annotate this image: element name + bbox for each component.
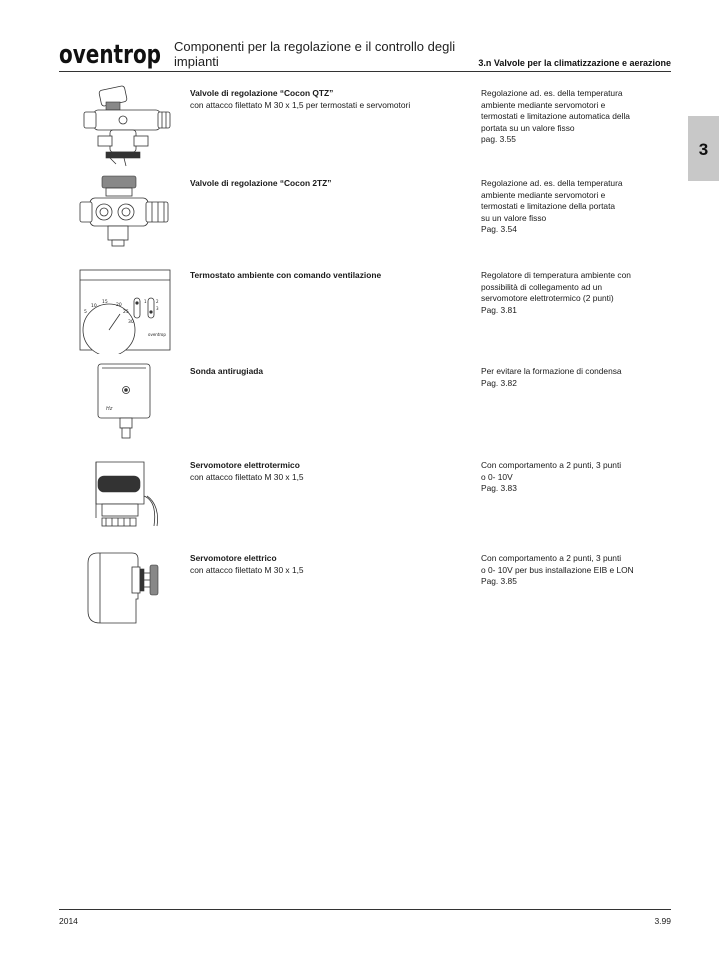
product-name: Valvole di regolazione “Cocon 2TZ” — [190, 178, 332, 188]
dial-label: 10 — [91, 304, 97, 309]
chapter-tab-label: 3 — [698, 140, 709, 159]
description-line: o 0- 10V — [481, 471, 513, 482]
product-subtitle: con attacco filettato M 30 x 1,5 — [190, 564, 304, 575]
page-reference[interactable]: Pag. 3.83 — [481, 483, 517, 493]
room-thermostat-icon — [76, 266, 176, 354]
page-reference[interactable]: Pag. 3.81 — [481, 304, 517, 315]
cocon-qtz-valve-icon — [76, 84, 176, 172]
product-name: Servomotore elettrotermico — [190, 460, 300, 470]
description-line: Regolazione ad. es. della temperatura — [481, 178, 623, 188]
page-title: Componenti per la regolazione e il controllo degli impianti — [174, 39, 456, 69]
brand-logo — [59, 36, 161, 70]
description-line: Con comportamento a 2 punti, 3 punti — [481, 460, 622, 470]
product-name-block — [190, 460, 460, 483]
dew-point-sensor-icon — [76, 362, 176, 450]
product-description — [481, 553, 681, 588]
brand-logo-text: oventrop — [59, 40, 161, 70]
description-line: termostati e limitazione della portata — [481, 201, 616, 211]
description-line: Regolatore di temperatura ambiente con — [481, 270, 631, 280]
footer-divider — [59, 909, 671, 910]
sensor-label: Hz — [106, 406, 113, 412]
product-row — [0, 178, 719, 270]
product-name: Sonda antirugiada — [190, 366, 264, 376]
product-description — [481, 460, 681, 495]
description-line: termostati e limitazione automatica della — [481, 111, 630, 121]
dial-label: 20 — [116, 303, 122, 308]
product-name-block — [190, 270, 460, 282]
description-line: portata su un valore fisso — [481, 122, 575, 133]
page-reference[interactable]: Pag. 3.54 — [481, 224, 517, 234]
dial-label: 25 — [123, 310, 129, 315]
dial-label: 30 — [128, 320, 134, 325]
description-line: possibilità di collegamento ad un — [481, 281, 603, 292]
description-line: servomotore elettrotermico (2 punti) — [481, 293, 614, 303]
product-name: Valvole di regolazione “Cocon QTZ” — [190, 88, 334, 98]
product-row — [0, 270, 719, 362]
product-name-block — [190, 178, 460, 190]
dial-label: 15 — [102, 300, 108, 305]
product-description — [481, 178, 681, 236]
product-row — [0, 88, 719, 180]
device-brand-mark: oventrop — [148, 332, 166, 337]
switch-label: 2 — [156, 299, 159, 304]
switch-label: 1 — [144, 299, 147, 304]
page-reference[interactable]: pag. 3.55 — [481, 134, 516, 144]
product-name-block — [190, 366, 460, 378]
electrothermal-actuator-icon — [76, 456, 176, 544]
description-line: Con comportamento a 2 punti, 3 punti — [481, 553, 622, 563]
product-description — [481, 88, 681, 146]
description-line: Regolazione ad. es. della temperatura — [481, 88, 623, 98]
section-title: 3.n Valvole per la climatizzazione e aerazione — [478, 58, 671, 68]
product-row — [0, 553, 719, 645]
cocon-2tz-valve-icon — [76, 174, 176, 262]
product-row — [0, 460, 719, 552]
switch-label: 3 — [156, 306, 159, 311]
description-line: ambiente mediante servomotori e — [481, 99, 606, 110]
product-name: Termostato ambiente con comando ventilazione — [190, 270, 382, 280]
product-description — [481, 366, 681, 389]
dial-label: 5 — [84, 310, 87, 315]
product-description — [481, 270, 681, 316]
electric-actuator-icon — [76, 549, 176, 637]
product-subtitle: con attacco filettato M 30 x 1,5 per termostati e servomotori — [190, 99, 411, 110]
footer-page-number: 3.99 — [654, 916, 671, 926]
description-line: ambiente mediante servomotori e — [481, 189, 606, 200]
description-line: Per evitare la formazione di condensa — [481, 366, 622, 376]
product-row — [0, 366, 719, 458]
page-reference[interactable]: Pag. 3.82 — [481, 377, 517, 388]
description-line: su un valore fisso — [481, 212, 547, 223]
page-reference[interactable]: Pag. 3.85 — [481, 576, 517, 586]
product-subtitle: con attacco filettato M 30 x 1,5 — [190, 471, 304, 482]
product-name-block — [190, 88, 460, 111]
footer-year: 2014 — [59, 916, 78, 926]
product-name: Servomotore elettrico — [190, 553, 277, 563]
product-name-block — [190, 553, 460, 576]
description-line: o 0- 10V per bus installazione EIB e LON — [481, 564, 634, 575]
header-divider — [59, 71, 671, 72]
